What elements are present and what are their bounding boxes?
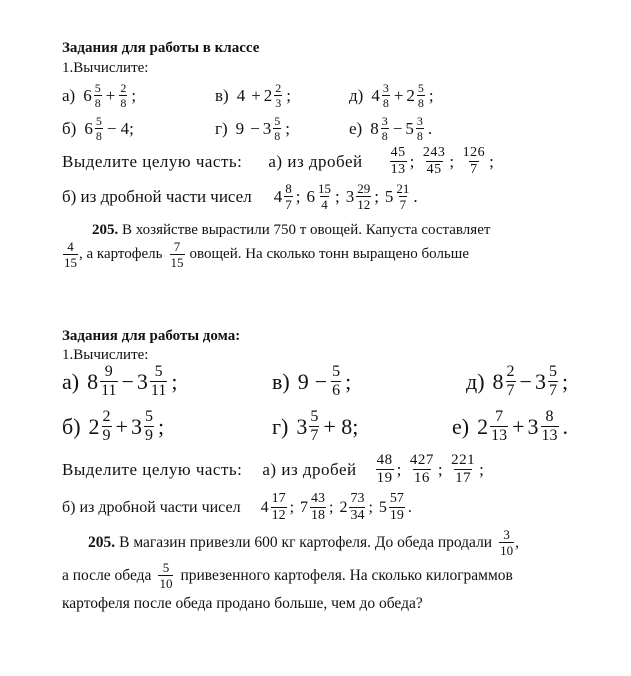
whole-part: 6 [84,118,93,138]
numerator: 427 [409,452,434,468]
fraction [150,364,167,399]
denominator: 8 [120,96,127,110]
fraction [102,409,112,444]
numerator: 221 [451,452,476,468]
item-label: а) [62,85,76,105]
numerator: 5 [548,363,557,380]
whole-part-a-fractions [389,146,501,177]
number: 9 [235,118,245,138]
item-label: б) [62,118,77,138]
fraction [409,453,435,486]
home-work-heading: Задания для работы дома: [62,328,241,344]
numerator: 2 [506,363,515,380]
fraction [390,146,407,177]
mixed-number [421,146,448,177]
mixed-number [263,115,283,142]
operator: + [105,85,116,105]
fraction [119,82,127,109]
numerator: 21 [396,181,410,196]
mixed-number [137,364,168,399]
denominator: 7 [310,427,319,444]
mixed-number [89,409,113,444]
numerator: 7 [173,239,181,254]
fraction [158,561,173,590]
numerator: 3 [416,114,423,128]
numerator: 5 [274,114,281,128]
home-item-e [452,409,571,444]
numerator: 8 [285,181,292,196]
mixed-number [62,240,79,269]
class-problem-line2 [62,240,469,269]
numerator: 45 [390,145,406,160]
home-item-a [62,364,180,399]
numerator: 5 [94,81,101,95]
item-label: е) [452,413,470,439]
whole-part-label: Выделите целую часть: [62,151,243,171]
mixed-number [169,240,186,269]
class-whole-part-b [62,182,424,211]
mixed-number [87,364,118,399]
mixed-number [449,453,477,486]
fraction [417,82,425,109]
operator: + [251,85,261,105]
class-item-v [215,82,294,109]
home-work-task1-title: 1.Вычислите: [62,347,149,363]
item-label: в) [215,85,229,105]
operator: ; [561,368,569,394]
denominator: 8 [417,96,424,110]
numerator: 243 [422,145,446,160]
denominator: 13 [491,427,508,444]
problem-text-1: В хозяйстве вырастили 750 т овощей. Капуста составляет [122,222,491,238]
home-problem-line1: 205. В магазин привезли 600 кг картофеля. До обеда продали $\frac{3}{10}$ , [88,527,519,558]
mixed-number [385,182,412,211]
separator: . [413,186,418,206]
class-item-g [215,115,293,142]
mixed-number [118,82,128,109]
numerator: 126 [462,145,486,160]
class-problem-line1 [92,222,490,239]
item-label: г) [272,413,289,439]
whole-part: 3 [130,413,142,439]
operator: ; [157,413,165,439]
separator: ; [368,498,373,516]
home-item-g [272,409,361,444]
operator: − [392,118,403,138]
operator: − 4; [106,118,134,138]
denominator: 8 [95,129,102,143]
fraction [284,182,293,211]
fraction [382,82,390,109]
mixed-number [493,364,517,399]
numerator: 7 [495,408,504,425]
operator: ; [171,368,178,394]
whole-part-b-numbers [274,182,424,211]
operator: . [427,118,433,138]
denominator: 3 [275,96,282,110]
mixed-number [375,453,395,486]
fraction [95,115,103,142]
fraction [144,409,154,444]
fraction [450,453,476,486]
fraction [309,409,319,444]
operator: − [314,368,328,394]
numerator: 5 [162,560,170,575]
separator: ; [334,186,340,206]
mixed-number [528,409,560,444]
numerator: 5 [144,408,153,425]
mixed-number [371,82,391,109]
whole-part: 2 [263,85,273,105]
denominator: 12 [357,197,371,212]
item-label: а) [62,368,80,394]
denominator: 13 [541,427,558,444]
numerator: 8 [545,408,554,425]
whole-part: 6 [83,85,92,105]
home-whole-part-b [62,492,418,523]
fraction [422,146,447,177]
problem-text-mid: , а картофель [79,246,163,262]
denominator: 8 [381,129,388,143]
whole-part-label: Выделите целую часть: [62,459,243,479]
numerator: 5 [95,114,102,128]
operator: ; [285,118,290,138]
whole-part: 3 [345,186,355,206]
whole-part-a-fractions [375,453,491,486]
numerator: 57 [389,491,404,506]
problem-text-2a: а после обеда [62,566,152,584]
fraction [490,409,508,444]
operator: − [121,368,134,394]
mixed-number [131,409,155,444]
mixed-number [300,492,327,523]
denominator: 7 [285,197,292,212]
numerator: 29 [357,181,371,196]
denominator: 7 [548,382,557,399]
mixed-number [535,364,559,399]
home-problem-line3: картофеля после обеда продано больше, чем до обеда? [62,595,423,612]
mixed-number [498,528,515,557]
fraction [381,115,389,142]
mixed-number [339,492,366,523]
numerator: 17 [271,491,286,506]
numerator: 43 [311,491,326,506]
separator: ; [489,151,495,171]
item-label: д) [349,85,364,105]
fraction [100,364,117,399]
fraction [63,240,78,269]
denominator: 7 [470,162,478,177]
denominator: 8 [94,96,101,110]
class-item-a [62,82,139,109]
denominator: 11 [101,382,117,399]
numerator: 73 [350,491,365,506]
fraction [170,240,185,269]
denominator: 9 [102,427,111,444]
whole-part: 8 [370,118,379,138]
whole-part: 6 [306,186,315,206]
separator: ; [374,186,379,206]
mixed-number [370,115,390,142]
whole-part-a-label: а) из дробей [268,151,363,171]
denominator: 9 [144,427,153,444]
whole-part: 8 [87,368,99,394]
operator: ; [286,85,292,105]
whole-part: 4 [260,498,269,516]
whole-part: 7 [300,498,309,516]
denominator: 16 [413,470,430,486]
numerator: 2 [102,408,111,425]
operator: ; [428,85,434,105]
mixed-number [274,182,294,211]
operator: − [519,368,532,394]
mixed-number [330,364,342,399]
problem-fraction-1 [62,240,79,269]
numerator: 5 [332,363,341,380]
fraction [274,82,282,109]
problem-text-1: В магазин привезли 600 кг картофеля. До обеда продали [119,533,493,551]
whole-part: 5 [384,186,394,206]
class-item-b [62,115,137,142]
item-label: в) [272,368,290,394]
number: 9 [297,368,309,394]
whole-part: 5 [405,118,414,138]
fraction [94,82,102,109]
denominator: 7 [399,197,407,212]
numerator: 48 [376,452,393,468]
numerator: 5 [154,363,163,380]
number: 4 [236,85,246,105]
home-item-v [272,364,354,399]
whole-part-b-label: б) из дробной части чисел [62,498,241,516]
whole-part: 3 [296,413,308,439]
class-item-d [349,82,437,109]
fraction [506,364,516,399]
mixed-number [406,82,426,109]
class-work-heading: Задания для работы в классе [62,40,260,56]
mixed-number [408,453,436,486]
operator: + [393,85,404,105]
mixed-number [461,146,488,177]
fraction [499,528,514,557]
problem-number: 205. [92,222,119,238]
separator: ; [479,459,485,479]
whole-part: 3 [136,368,148,394]
separator: . [407,498,412,516]
denominator: 8 [416,129,423,143]
whole-part: 5 [378,498,387,516]
numerator: 9 [104,363,113,380]
home-item-d [466,364,571,399]
separator: ; [289,498,295,516]
mixed-number [83,82,103,109]
problem-text-2b: привезенного картофеля. На сколько килограммов [180,566,513,584]
denominator: 15 [170,255,184,270]
separator: ; [295,186,301,206]
whole-part: 2 [477,413,489,439]
denominator: 15 [64,255,77,270]
denominator: 45 [426,162,442,177]
operator: ; [131,85,137,105]
denominator: 19 [376,470,393,486]
whole-part: 8 [492,368,504,394]
fraction [331,364,341,399]
denominator: 13 [390,162,406,177]
mixed-number [346,182,373,211]
home-whole-part-a [62,453,490,486]
denominator: 18 [311,508,326,523]
fraction [541,409,559,444]
fraction [389,492,405,523]
numerator: 3 [381,114,388,128]
numerator: 4 [67,239,74,254]
mixed-number [389,146,408,177]
problem-number: 205. [88,533,116,551]
operator: + 8; [323,413,359,439]
problem-text-end: овощей. На сколько тонн выращено больше [189,246,469,262]
fraction [317,182,332,211]
denominator: 10 [159,576,173,591]
home-item-b [62,409,167,444]
mixed-number [296,409,320,444]
denominator: 12 [271,508,286,523]
operator: + [512,413,525,439]
separator: ; [437,459,444,479]
numerator: 5 [310,408,319,425]
numerator: 3 [382,81,389,95]
mixed-number [306,182,333,211]
denominator: 7 [506,382,515,399]
operator: + [115,413,128,439]
class-item-e [349,115,435,142]
item-label: б) [62,413,81,439]
denominator: 8 [274,129,281,143]
numerator: 3 [503,527,510,542]
class-work-task1-title: 1.Вычислите: [62,60,149,76]
mixed-number [157,561,174,590]
fraction [273,115,281,142]
denominator: 17 [455,470,472,486]
fraction [349,492,365,523]
numerator: 2 [275,81,282,95]
mixed-number [261,492,288,523]
denominator: 4 [321,197,328,212]
numerator: 5 [417,81,424,95]
problem-fraction-2 [157,561,174,590]
numerator: 2 [120,81,127,95]
whole-part: 2 [88,413,100,439]
whole-part-b-label: б) из дробной части чисел [62,186,252,206]
item-label: е) [349,118,363,138]
fraction [548,364,558,399]
mixed-number [477,409,509,444]
operator: ; [345,368,352,394]
separator: ; [449,151,455,171]
whole-part: 2 [406,85,415,105]
class-whole-part-a [62,146,500,177]
home-problem-line2 [62,561,513,590]
fraction [376,453,394,486]
denominator: 11 [150,382,167,399]
numerator: 15 [317,181,331,196]
fraction [356,182,371,211]
whole-part: 4 [273,186,283,206]
item-label: д) [466,368,485,394]
denominator: 6 [332,382,341,399]
whole-part: 3 [262,118,272,138]
problem-fraction-2 [169,240,186,269]
mixed-number [405,115,425,142]
fraction [416,115,424,142]
whole-part: 2 [339,498,348,516]
operator: − [250,118,260,138]
denominator: 34 [350,508,365,523]
mixed-number [264,82,284,109]
separator: ; [329,498,334,516]
fraction [310,492,326,523]
fraction [271,492,287,523]
item-label: г) [215,118,228,138]
mixed-number [84,115,104,142]
whole-part: 4 [371,85,380,105]
separator: ; [409,151,415,171]
problem-fraction-1 [498,528,515,557]
denominator: 19 [389,508,404,523]
operator: . [562,413,569,439]
whole-part-a-label: а) из дробей [262,459,357,479]
denominator: 10 [500,543,514,558]
whole-part: 3 [527,413,539,439]
denominator: 8 [382,96,389,110]
separator: ; [396,459,402,479]
fraction [395,182,410,211]
fraction [462,146,487,177]
whole-part: 3 [534,368,546,394]
mixed-number [379,492,406,523]
whole-part-b-numbers [261,492,418,523]
